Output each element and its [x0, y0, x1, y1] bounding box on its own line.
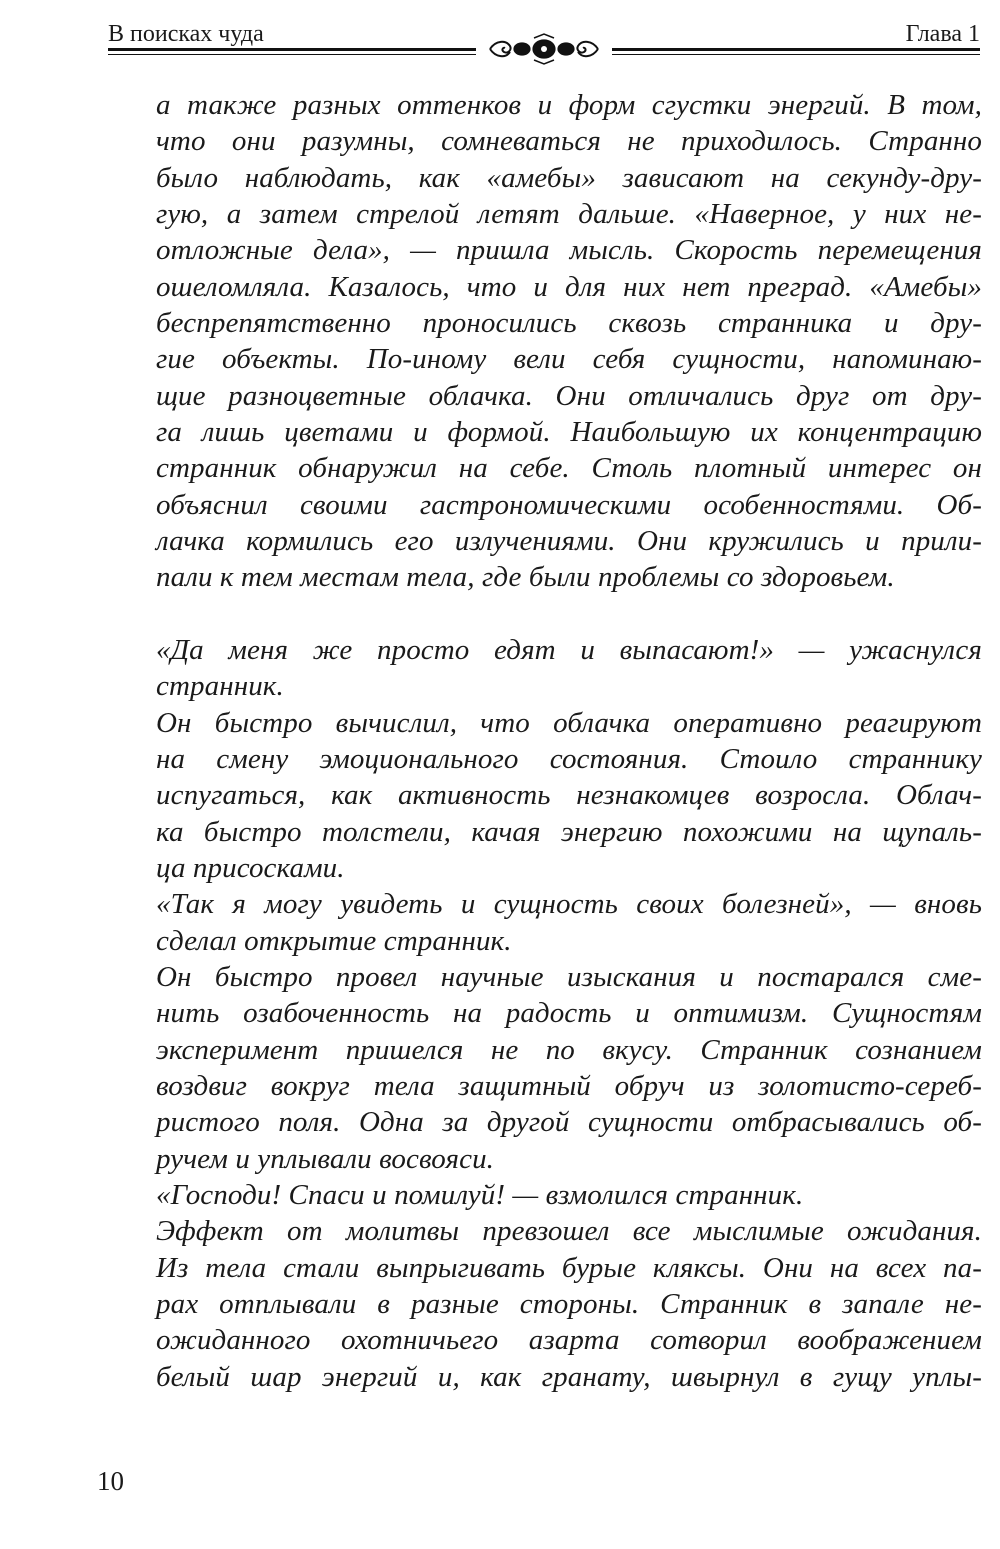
text-line: Эффект от молитвы превзошел все мыслимые ожидания.	[156, 1215, 982, 1248]
text-line: лачка кормились его излучениями. Они кружились и прили-	[156, 525, 982, 558]
text-line: испугаться, как активность незнакомцев возросла. Облач-	[156, 779, 982, 812]
header-rule-left	[108, 48, 476, 51]
text-line: ка быстро толстели, качая энергию похожими на щупаль-	[156, 815, 982, 848]
text-line: ристого поля. Одна за другой сущности отбрасывались об-	[156, 1106, 982, 1139]
text-line: на смену эмоционального состояния. Стоило страннику	[156, 742, 982, 775]
header-rule-right-thin	[612, 54, 980, 55]
text-line: беспрепятственно проносились сквозь странника и дру-	[156, 307, 982, 340]
text-line: объяснил своими гастрономическими особенностями. Об-	[156, 488, 982, 521]
paragraph-gap	[156, 596, 982, 632]
text-line: воздвиг вокруг тела защитный обруч из золотисто-сереб-	[156, 1069, 982, 1102]
text-line: было наблюдать, как «амебы» зависают на секунду-дру-	[156, 161, 982, 194]
text-line: щие разноцветные облачка. Они отличались друг от дру-	[156, 379, 982, 412]
text-line: ошеломляла. Казалось, что и для них нет преград. «Амебы»	[156, 270, 982, 303]
header-rule-left-thin	[108, 54, 476, 55]
text-line: «Да меня же просто едят и выпасают!» — ужаснулся	[156, 633, 982, 666]
text-line: ожиданного охотничьего азарта сотворил воображением	[156, 1324, 982, 1357]
book-title: В поисках чуда	[108, 21, 264, 47]
page-body	[156, 87, 982, 1395]
text-line: отложные дела», — пришла мысль. Скорость перемещения	[156, 234, 982, 267]
text-line: Он быстро вычислил, что облачка оперативно реагируют	[156, 706, 982, 739]
text-line: нить озабоченность на радость и оптимизм. Сущностям	[156, 997, 982, 1030]
text-line: гую, а затем стрелой летят дальше. «Наверное, у них не-	[156, 198, 982, 231]
header-rule-right	[612, 48, 980, 51]
text-line: ручем и уплывали восвояси.	[156, 1142, 495, 1175]
text-line: гие объекты. По-иному вели себя сущности, напоминаю-	[156, 343, 982, 376]
page-number: 10	[97, 1466, 124, 1496]
chapter-label: Глава 1	[905, 21, 980, 47]
text-line: что они разумны, сомневаться не приходилось. Странно	[156, 125, 982, 158]
text-line: «Так я могу увидеть и сущность своих болезней», — вновь	[156, 888, 982, 921]
text-line: рах отплывали в разные стороны. Странник в запале не-	[156, 1288, 982, 1320]
text-line: а также разных оттенков и форм сгустки энергий. В том,	[156, 89, 982, 121]
paragraph-2	[156, 632, 982, 1395]
text-line: сделал открытие странник.	[156, 924, 512, 957]
decorative-scroll-ornament-icon	[486, 32, 602, 66]
text-line: ца присосками.	[156, 851, 345, 884]
running-header	[108, 18, 980, 68]
text-line: эксперимент пришелся не по вкусу. Странник сознанием	[156, 1033, 982, 1066]
text-line: странник.	[156, 670, 284, 703]
text-line: га лишь цветами и формой. Наибольшую их концентрацию	[156, 416, 982, 449]
text-line: белый шар энергий и, как гранату, швырнул в гущу уплы-	[156, 1360, 982, 1393]
text-line: «Господи! Спаси и помилуй! — взмолился странник.	[156, 1178, 804, 1211]
paragraph-1	[156, 87, 982, 596]
text-line: Из тела стали выпрыгивать бурые кляксы. Они на всех па-	[156, 1251, 982, 1284]
text-line: пали к тем местам тела, где были проблемы со здоровьем.	[156, 561, 895, 594]
text-line: странник обнаружил на себе. Столь плотный интерес он	[156, 452, 982, 485]
text-line: Он быстро провел научные изыскания и постарался сме-	[156, 960, 982, 993]
